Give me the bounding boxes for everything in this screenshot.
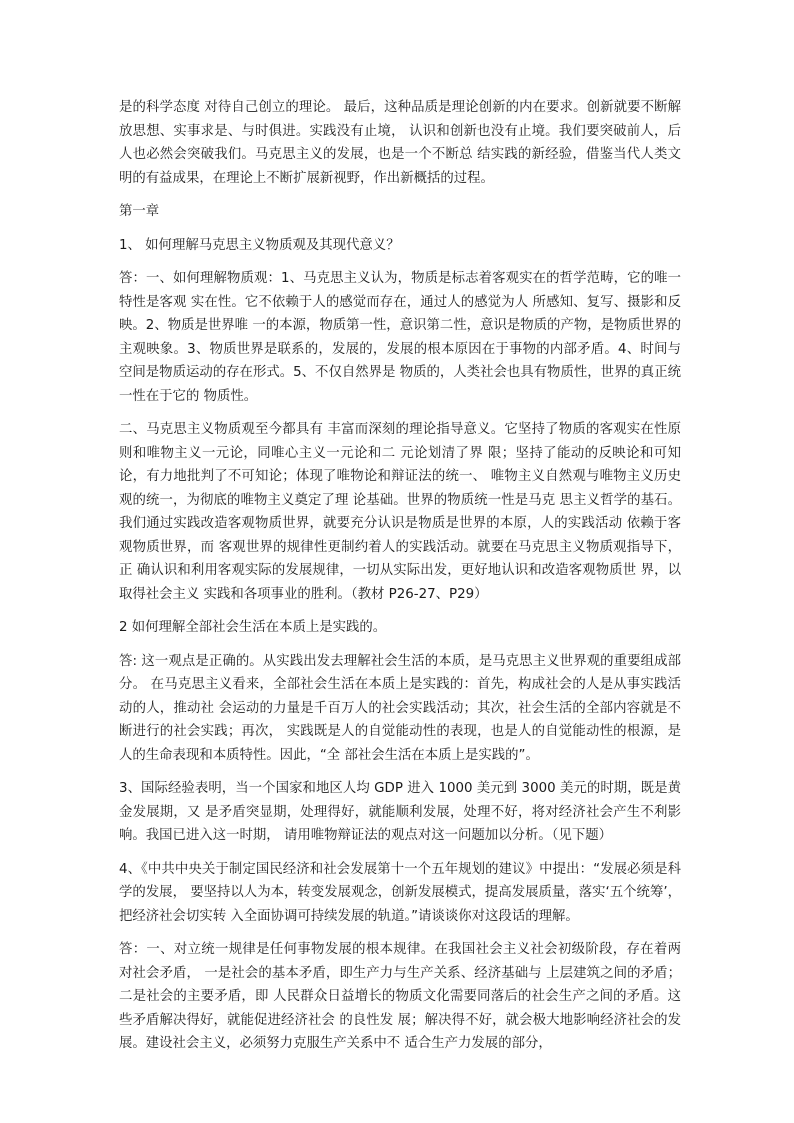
question-1: 1、 如何理解马克思主义物质观及其现代意义？ (119, 237, 400, 253)
question-2: 2 如何理解全部社会生活在本质上是实践的。 (119, 620, 387, 635)
answer-2: 答: 这一观点是正确的。从实践出发去理解社会生活的本质，是马克思主义世界观的重要组成部分。 在马克思主义看来，全部社会生活在本质上是实践的：首先，构成社会的人是从事实践活动的人，推动社 会运动的力量是千百万人的社会实践活动；其次，社会生活的全部内容就是不断进行的社会实践；再次， 实践既是人的自觉能动性的表现，也是人的自觉能动性的根源，是人的生命表现和本质特性。因此，“全 部社会生活在本质上是实践的”。 (119, 653, 681, 763)
answer-4: 答：一、对立统一规律是任何事物发展的根本规律。在我国社会主义社会初级阶段，存在着两对社会矛盾， 一是社会的基本矛盾，即生产力与生产关系、经济基础与 上层建筑之间的矛盾；二是社会的主要矛盾，即 人民群众日益增长的物质文化需要同落后的社会生产之间的矛盾。这些矛盾解决得好，就能促进经济社会 的良性发 展；解决得不好，就会极大地影响经济社会的发展。建设社会主义，必须努力克服生产关系中不 适合生产力发展的部分， (119, 942, 681, 1051)
question-4: 4、《中共中央关于制定国民经济和社会发展第十一个五年规划的建议》中提出：“发展必须是科学的发展， 要坚持以人为本，转变发展观念，创新发展模式，提高发展质量，落实‘五个统筹’，把经济社会切实转 入全面协调可持续发展的轨道。”请谈谈你对这段话的理解。 (119, 861, 681, 924)
paragraph-intro: 是的科学态度 对待自己创立的理论。 最后，这种品质是理论创新的内在要求。创新就要不断解放思想、实事求是、与时俱进。实践没有止境， 认识和创新也没有止境。我们要突破前人，后人也必然会突破我们。马克思主义的发展，也是一个不断总 结实践的新经验，借鉴当代人类文明的有益成果，在理论上不断扩展新视野，作出新概括的过程。 (119, 100, 681, 186)
document-page (119, 96, 681, 1066)
answer-1-part-2: 二、马克思主义物质观至今都具有 丰富而深刻的理论指导意义。它坚持了物质的客观实在性原则和唯物主义一元论，同唯心主义一元论和二 元论划清了界 限；坚持了能动的反映论和可知论，有力地批判了不可知论；体现了唯物论和辩证法的统一、 唯物主义自然观与唯物主义历史观的统一，为彻底的唯物主义奠定了理 论基础。世界的物质统一性是马克 思主义哲学的基石。我们通过实践改造客观物质世界，就要充分认识是物质是世界的本原，人的实践活动 依赖于客观物质世界，而 客观世界的规律性更制约着人的实践活动。就要在马克思主义物质观指导下，正 确认识和利用客观实际的发展规律，一切从实际出发，更好地认识和改造客观物质世 界，以取得社会主义 实践和各项事业的胜利。（教材 P26-27、P29） (119, 422, 681, 602)
chapter-heading: 第一章 (119, 204, 160, 219)
question-3: 3、国际经验表明，当一个国家和地区人均 GDP 进入 1000 美元到 3000 美元的时期，既是黄金发展期，又 是矛盾突显期，处理得好，就能顺利发展，处理不好，将对经济社会产生不利影响。我国已进入这一时期， 请用唯物辩证法的观点对这一问题加以分析。（见下题） (119, 781, 681, 843)
answer-1-part-1: 答：一、如何理解物质观：1、马克思主义认为，物质是标志着客观实在的哲学范畴，它的唯一特性是客观 实在性。它不依赖于人的感觉而存在，通过人的感觉为人 所感知、复写、摄影和反映。2、物质是世界唯 一的本源，物质第一性，意识第二性，意识是物质的产物，是物质世界的主观映象。3、物质世界是联系的，发展的，发展的根本原因在于事物的内部矛盾。4、时间与空间是物质运动的存在形式。5、不仅自然界是 物质的，人类社会也具有物质性，世界的真正统一性在于它的 物质性。 (119, 271, 681, 404)
